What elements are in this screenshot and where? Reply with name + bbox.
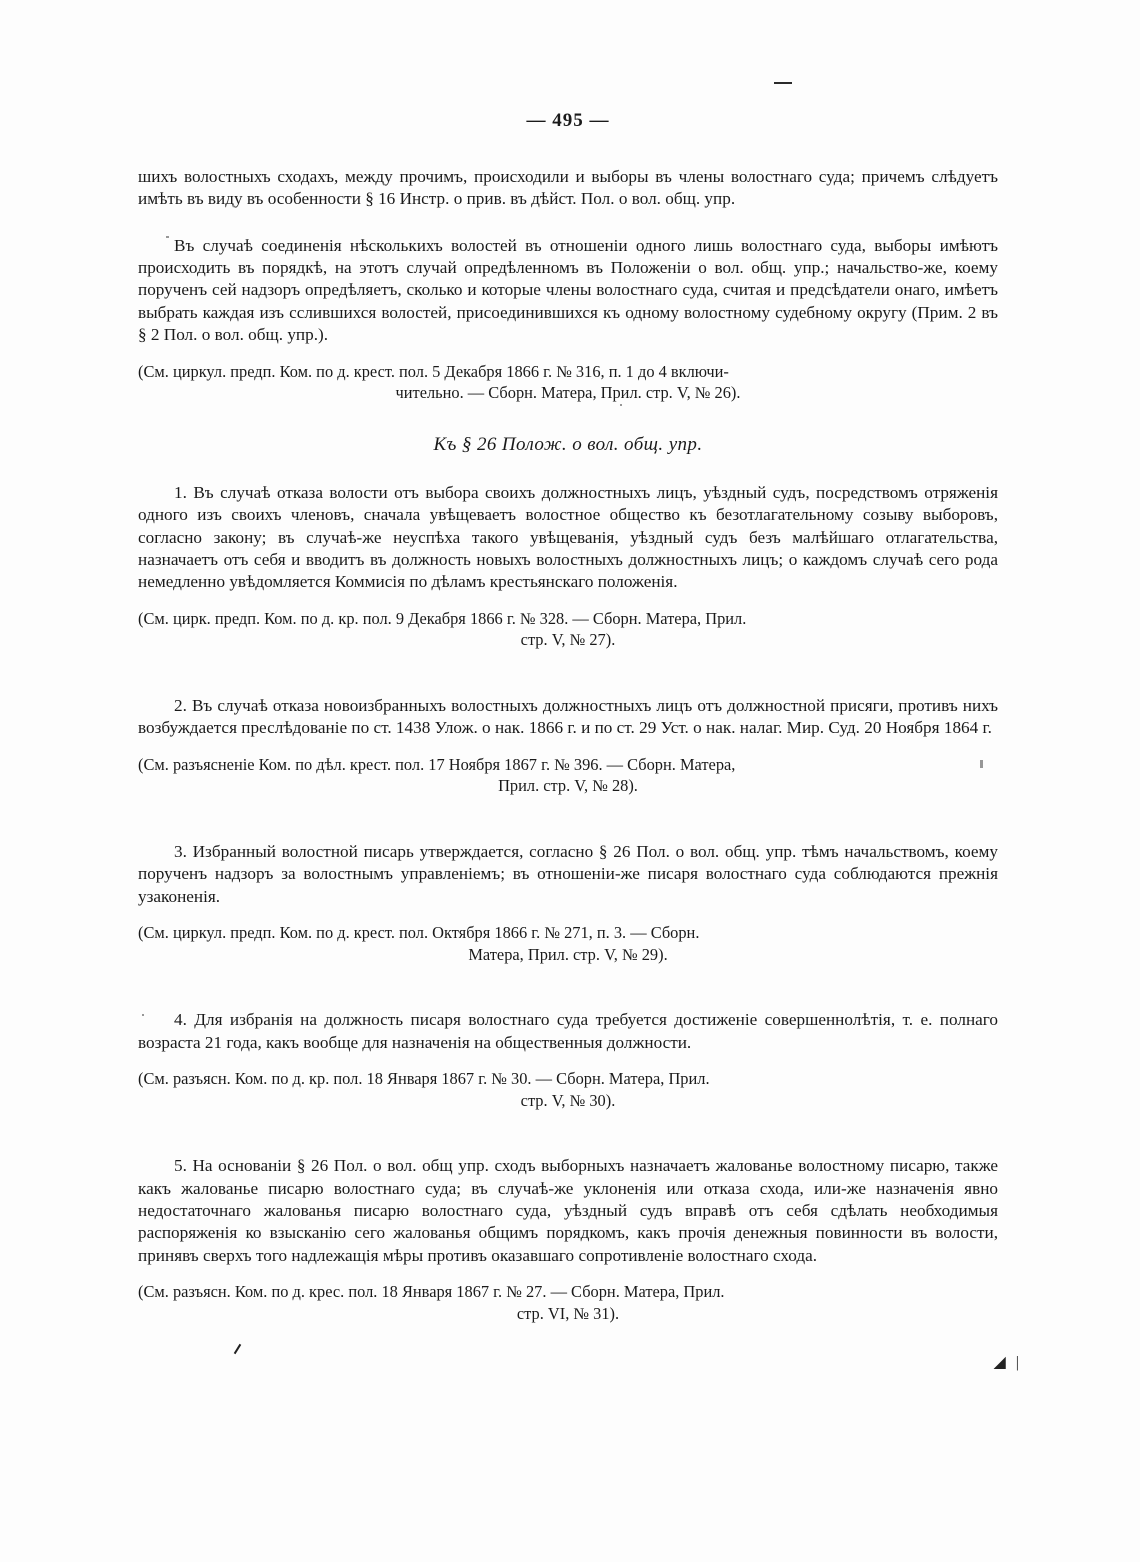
item-2: 2. Въ случаѣ отказа новоизбранныхъ волостныхъ должностныхъ лицъ отъ должностной присяги, противъ нихъ возбуждается преслѣдованіе по ст. 1438 Улож. о нак. 1866 г. и по ст. 29 Уст. о нак. налаг. Мир. Суд. 20 Ноября 1864 г. [138,695,998,738]
citation-2 [138,608,998,651]
section-heading: Къ § 26 Полож. о вол. общ. упр. [433,433,703,455]
page-number: — 495 — [526,110,610,131]
spacer [138,987,998,1009]
item-3: 3. Избранный волостной писарь утверждается, согласно § 26 Пол. о вол. общ. упр. тѣмъ начальствомъ, коему порученъ надзоръ за волостнымъ управленіемъ; въ отношеніи-же писаря волостнаго суда соблюдаются прежнія узаконенія. [138,841,998,906]
citation-6-line-1: (См. разъясн. Ком. по д. крес. пол. 18 Января 1867 г. № 27. — Сборн. Матера, Прил. [138,1282,725,1302]
citation-4-line-1: (См. циркул. предп. Ком. по д. крест. пол. Октября 1866 г. № 271, п. 3. — Сборн. [138,923,700,943]
top-dash-mark [774,82,792,84]
spacer [138,673,998,695]
item-4: 4. Для избранія на должность писаря волостнаго суда требуется достиженіе совершеннолѣтія, т. е. полнаго возраста 21 года, какъ вообще для назначенія на общественныя должности. [138,1010,998,1052]
spacer [138,1133,998,1155]
citation-2-line-2: стр. V, № 27). [520,630,616,650]
page-content [138,110,998,1347]
spacer [138,819,998,841]
corner-mark: ◢ | [993,1354,1022,1371]
item-5: 5. На основаніи § 26 Пол. о вол. общ упр. сходъ выборныхъ назначаетъ жалованье волостному писарю, также какъ жалованье писарю волостнаго суда; въ случаѣ-же уклоненія или отказа схода, или-же назначенія явно недостаточнаго жалованья писарю волостнаго суда, уѣздный судъ вправѣ отъ себя сдѣлать необходимыя распоряженія ко взысканію сего жалованья общимъ порядкомъ, какъ прочія денежныя повинности въ волости, принявъ сверхъ того надлежащія мѣры противъ оказавшаго сопротивленіе волостнаго схода. [138,1156,998,1265]
citation-6 [138,1281,998,1324]
citation-5-line-1: (См. разъясн. Ком. по д. кр. пол. 18 Января 1867 г. № 30. — Сборн. Матера, Прил. [138,1069,710,1089]
citation-3 [138,754,998,797]
pen-stroke-mark-icon [232,1348,246,1362]
citation-3-line-1: (См. разъясненіе Ком. по дѣл. крест. пол. 17 Ноября 1867 г. № 396. — Сборн. Матера, [138,754,736,774]
paragraph-2: Въ случаѣ соединенія нѣсколькихъ волостей въ отношеніи одного лишь волостнаго суда, выборы имѣютъ происходить въ порядкѣ, на этотъ случай опредѣленномъ въ Положеніи о вол. общ. упр.; начальство-же, коему порученъ сей надзоръ опредѣляетъ, сколько и которые члены волостнаго суда, считая и предсѣдатели онаго, имѣетъ выбрать каждая изъ сслившихся волостей, присоединившихся къ одному волостному судебному округу (Прим. 2 въ § 2 Пол. о вол. общ. упр.). [138,235,998,345]
paragraph-1: шихъ волостныхъ сходахъ, между прочимъ, происходили и выборы въ члены волостнаго суда; причемъ слѣдуетъ имѣть въ виду въ особенности § 16 Инстр. о прив. въ дѣйст. Пол. о вол. общ. упр. [138,167,998,209]
citation-1 [138,361,998,404]
citation-1-line-2: чительно. — Сборн. Матера, Прил. стр. V, № 26). [395,383,741,403]
citation-3-line-2: Прил. стр. V, № 28). [498,776,638,796]
spacer [138,225,998,235]
citation-1-line-1: (См. циркул. предп. Ком. по д. крест. пол. 5 Декабря 1866 г. № 316, п. 1 до 4 включи- [138,361,729,381]
item-1: 1. Въ случаѣ отказа волости отъ выбора своихъ должностныхъ лицъ, уѣздный судъ, посредствомъ отряженія одного изъ своихъ членовъ, сначала увѣщеваетъ волостное общество къ безотлагательному созыву выборовъ, согласно закону; въ случаѣ-же неуспѣха такого увѣщеванія, уѣздный судъ безъ малѣйшаго отлагательства, назначаетъ отъ себя и вводитъ въ должность новыхъ волостныхъ должностныхъ лицъ; о каждомъ случаѣ сего рода немедленно увѣдомляется Коммисія по дѣламъ крестьянскаго положенія. [138,482,998,592]
citation-4 [138,922,998,965]
citation-6-line-2: стр. VI, № 31). [516,1303,620,1323]
citation-2-line-1: (См. цирк. предп. Ком. по д. кр. пол. 9 Декабря 1866 г. № 328. — Сборн. Матера, Прил. [138,608,747,628]
citation-5 [138,1068,998,1111]
citation-4-line-2: Матера, Прил. стр. V, № 29). [468,944,668,964]
citation-5-line-2: стр. V, № 30). [520,1090,616,1110]
